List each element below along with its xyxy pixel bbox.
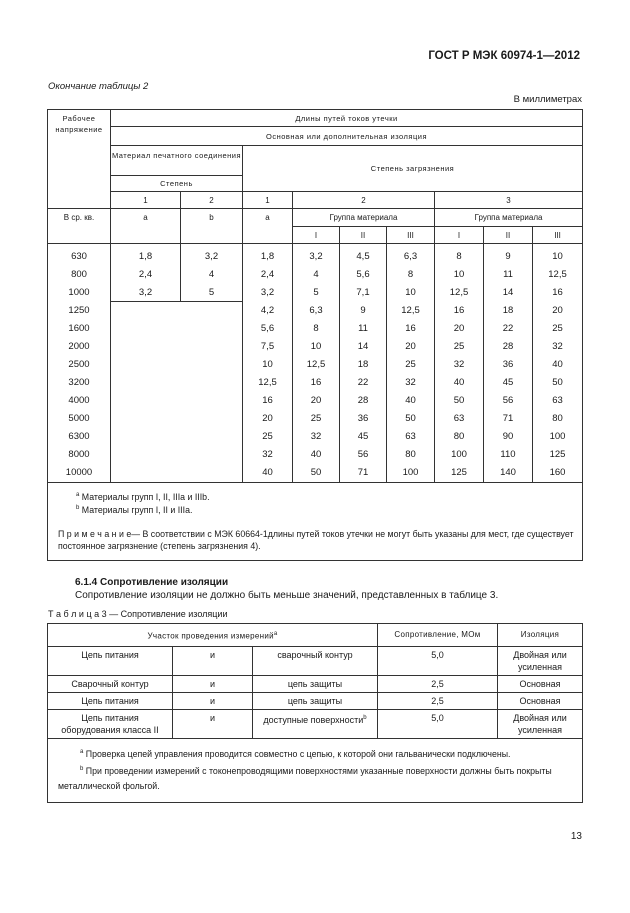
header-measurement-section: Участок проведения измерений$^a$ — [48, 624, 378, 647]
table-cell: 20 — [387, 338, 435, 356]
table-cell: 32 — [293, 428, 340, 446]
table-cell: 16 — [533, 283, 583, 302]
header-resistance: Сопротивление, МОм — [378, 624, 498, 647]
table-cell: 12,5 — [293, 356, 340, 374]
header-group-II: II — [340, 227, 387, 244]
header-material-group-2: Группа материала — [435, 209, 583, 227]
table-cell: 3,2 — [111, 283, 181, 302]
table-cell: 8 — [387, 265, 435, 283]
table-cell: Цепь питания — [48, 693, 173, 710]
table-cell: 5,0 — [378, 647, 498, 676]
table2-note: П р и м е ч а н и е— В соответствии с МЭК 60664-1длины путей токов утечки не могут быть указаны для мест, где существует постоянное загрязнение (степень загрязнения 4). — [58, 529, 574, 552]
table-row — [48, 710, 583, 739]
table-cell: 5,6 — [243, 320, 293, 338]
table-row — [48, 244, 583, 266]
table-cell: 32 — [387, 374, 435, 392]
footnote-a: $^a$ Проверка цепей управления проводится совместно с цепью, к которой они гальванически подключены. — [80, 748, 511, 759]
table-cell: 12,5 — [387, 302, 435, 320]
table-cell: 11 — [340, 320, 387, 338]
table-cell: 25 — [533, 320, 583, 338]
table-cell: 16 — [243, 392, 293, 410]
table3-caption: Т а б л и ц а 3 — Сопротивление изоляции — [48, 609, 228, 619]
header-pollution-3: 3 — [435, 192, 583, 209]
footnote-b: $^b$ Материалы групп I, II и IIIa. — [76, 505, 193, 516]
table-cell: 80 — [387, 446, 435, 464]
empty-cell — [111, 302, 243, 483]
table-cell: 90 — [484, 428, 533, 446]
table-cell: 10 — [533, 244, 583, 266]
table-cell: 20 — [243, 410, 293, 428]
table-cell: 4000 — [48, 392, 111, 410]
table-cell: 45 — [340, 428, 387, 446]
header-b: b — [181, 209, 243, 244]
table-cell: и — [173, 676, 253, 693]
table-cell: 40 — [435, 374, 484, 392]
table-cell: 14 — [340, 338, 387, 356]
table3-footnotes — [48, 739, 583, 803]
table-cell: 6300 — [48, 428, 111, 446]
table-row — [48, 302, 583, 320]
header-group-I-2: I — [435, 227, 484, 244]
table-cell: 6,3 — [387, 244, 435, 266]
table-cell: Цепь питания — [48, 647, 173, 676]
table-cell: 28 — [484, 338, 533, 356]
table-cell: 2,5 — [378, 693, 498, 710]
footnote-b: $^b$ При проведении измерений с токонепроводящими поверхностями указанные поверхности должны быть покрыты металлической фольгой. — [58, 765, 552, 791]
table-cell: 16 — [435, 302, 484, 320]
table-row — [48, 693, 583, 710]
header-degree: Степень — [111, 176, 243, 192]
table-cell: 7,5 — [243, 338, 293, 356]
table-cell: 7,1 — [340, 283, 387, 302]
table-cell: 8 — [293, 320, 340, 338]
table-cell: 40 — [243, 464, 293, 483]
table-cell: 5000 — [48, 410, 111, 428]
table-cell: доступные поверхности$^b$ — [253, 710, 378, 739]
table-cell: 25 — [293, 410, 340, 428]
table-cell: 56 — [340, 446, 387, 464]
table-row — [48, 676, 583, 693]
section-text: Сопротивление изоляции не должно быть меньше значений, представленных в таблице 3. — [75, 590, 499, 601]
header-a2: a — [243, 209, 293, 244]
table-cell: 25 — [435, 338, 484, 356]
table-cell: 63 — [435, 410, 484, 428]
header-unit: В ср. кв. — [48, 209, 111, 244]
table-cell: 25 — [387, 356, 435, 374]
table-cell: сварочный контур — [253, 647, 378, 676]
table-cell: 63 — [387, 428, 435, 446]
table-cell: 36 — [484, 356, 533, 374]
table-cell: 100 — [387, 464, 435, 483]
table-cell: 56 — [484, 392, 533, 410]
table-cell: 22 — [340, 374, 387, 392]
table-cell: 2000 — [48, 338, 111, 356]
header-group-III-2: III — [533, 227, 583, 244]
table-cell: цепь защиты — [253, 676, 378, 693]
section-title: 6.1.4 Сопротивление изоляции — [75, 577, 229, 588]
table-cell: 11 — [484, 265, 533, 283]
header-pollution-2: 2 — [293, 192, 435, 209]
table-cell: 50 — [435, 392, 484, 410]
table-row — [48, 283, 583, 302]
table-cell: 125 — [533, 446, 583, 464]
page-number: 13 — [570, 831, 582, 842]
table-cell: 100 — [435, 446, 484, 464]
table-cell: 10 — [293, 338, 340, 356]
table-cell: 5 — [181, 283, 243, 302]
table-cell: 1250 — [48, 302, 111, 320]
table-cell: и — [173, 693, 253, 710]
table-cell: 9 — [340, 302, 387, 320]
creepage-distances-table — [47, 109, 583, 561]
table-cell: 5,0 — [378, 710, 498, 739]
header-pollution-degree: Степень загрязнения — [243, 146, 583, 192]
table-cell: 14 — [484, 283, 533, 302]
table-cell: 25 — [243, 428, 293, 446]
table-cell: 2500 — [48, 356, 111, 374]
header-degree-1: 1 — [111, 192, 181, 209]
insulation-resistance-table — [47, 623, 583, 803]
table-cell: 71 — [340, 464, 387, 483]
table-cell: цепь защиты — [253, 693, 378, 710]
table-cell: 2,4 — [111, 265, 181, 283]
table-cell: 16 — [387, 320, 435, 338]
units-label: В миллиметрах — [513, 94, 582, 105]
table-cell: 3,2 — [243, 283, 293, 302]
table-cell: 3,2 — [293, 244, 340, 266]
table-cell: 1,8 — [243, 244, 293, 266]
table-cell: Основная — [498, 693, 583, 710]
table-cell: 6,3 — [293, 302, 340, 320]
table-cell: 16 — [293, 374, 340, 392]
table-cell: 40 — [533, 356, 583, 374]
table-cell: 80 — [435, 428, 484, 446]
table-cell: 20 — [293, 392, 340, 410]
table-cell: 71 — [484, 410, 533, 428]
header-pcb-material: Материал печатного соединения — [111, 146, 243, 176]
table-cell: Основная — [498, 676, 583, 693]
table-cell: 10 — [387, 283, 435, 302]
header-degree-2: 2 — [181, 192, 243, 209]
header-group-III: III — [387, 227, 435, 244]
table-cell: 800 — [48, 265, 111, 283]
table-cell: 50 — [533, 374, 583, 392]
document-code: ГОСТ Р МЭК 60974-1—2012 — [428, 50, 580, 62]
table-row — [48, 647, 583, 676]
table-cell: 50 — [293, 464, 340, 483]
table-cell: 1000 — [48, 283, 111, 302]
table-cell: 22 — [484, 320, 533, 338]
table-cell: 2,4 — [243, 265, 293, 283]
table-cell: 1,8 — [111, 244, 181, 266]
table-cell: Двойная или усиленная — [498, 647, 583, 676]
table-cell: 40 — [293, 446, 340, 464]
table-cell: 32 — [435, 356, 484, 374]
header-creepage: Длины путей токов утечки — [111, 110, 583, 127]
header-pollution-1: 1 — [243, 192, 293, 209]
table-cell: 3200 — [48, 374, 111, 392]
table-cell: 125 — [435, 464, 484, 483]
table-cell: Сварочный контур — [48, 676, 173, 693]
header-insulation-type: Изоляция — [498, 624, 583, 647]
table-cell: 36 — [340, 410, 387, 428]
table-cell: 28 — [340, 392, 387, 410]
header-insulation: Основная или дополнительная изоляция — [111, 127, 583, 146]
header-a: a — [111, 209, 181, 244]
footnote-a: $^a$ Материалы групп I, II, IIIa и IIIb. — [76, 491, 210, 502]
table-cell: 140 — [484, 464, 533, 483]
table-cell: 20 — [533, 302, 583, 320]
table-cell: и — [173, 647, 253, 676]
table-cell: 12,5 — [243, 374, 293, 392]
header-group-II-2: II — [484, 227, 533, 244]
table-cell: 63 — [533, 392, 583, 410]
table-cell: 4,2 — [243, 302, 293, 320]
table-cell: 45 — [484, 374, 533, 392]
table-cell: 5,6 — [340, 265, 387, 283]
table-cell: 630 — [48, 244, 111, 266]
table-cell: 18 — [484, 302, 533, 320]
table-cell: 8 — [435, 244, 484, 266]
table-cell: 12,5 — [435, 283, 484, 302]
table-cell: 8000 — [48, 446, 111, 464]
table-cell: 10000 — [48, 464, 111, 483]
table-cell: 50 — [387, 410, 435, 428]
header-group-I: I — [293, 227, 340, 244]
table-cell: 80 — [533, 410, 583, 428]
table-cell: 2,5 — [378, 676, 498, 693]
table-cell: Двойная или усиленная — [498, 710, 583, 739]
table-row — [48, 265, 583, 283]
table-cell: 110 — [484, 446, 533, 464]
table-cell: 4 — [293, 265, 340, 283]
table-cell: 20 — [435, 320, 484, 338]
table-cell: 100 — [533, 428, 583, 446]
table-cell: 4 — [181, 265, 243, 283]
table-cell: 40 — [387, 392, 435, 410]
table-cell: 4,5 — [340, 244, 387, 266]
header-material-group: Группа материала — [293, 209, 435, 227]
table2-footnotes — [48, 482, 583, 561]
table-cell: 1600 — [48, 320, 111, 338]
table-cell: 5 — [293, 283, 340, 302]
table-cell: 160 — [533, 464, 583, 483]
table-cell: 32 — [243, 446, 293, 464]
table-cell: 3,2 — [181, 244, 243, 266]
table-continuation-caption: Окончание таблицы 2 — [48, 81, 149, 92]
table-cell: 18 — [340, 356, 387, 374]
table-cell: Цепь питания оборудования класса II — [48, 710, 173, 739]
table-cell: 12,5 — [533, 265, 583, 283]
table-cell: 10 — [435, 265, 484, 283]
table-cell: 32 — [533, 338, 583, 356]
table-cell: и — [173, 710, 253, 739]
header-rated-voltage: Рабочее напряжение — [48, 110, 111, 209]
table-cell: 9 — [484, 244, 533, 266]
table-cell: 10 — [243, 356, 293, 374]
